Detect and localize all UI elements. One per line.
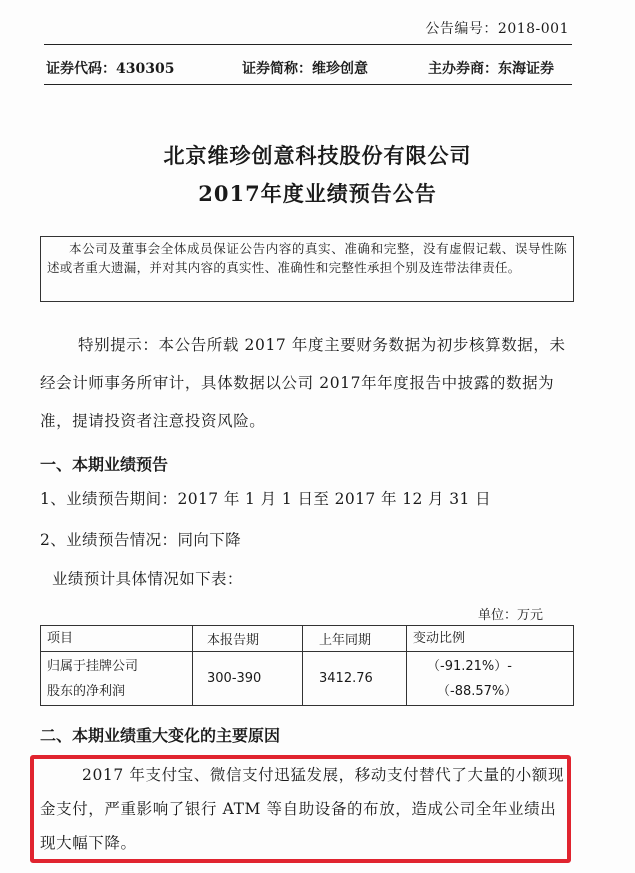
document-title: 2017年度业绩预告公告	[198, 181, 437, 206]
sponsor-broker: 主办券商：东海证券	[428, 61, 554, 77]
section2-heading: 二、本期业绩重大变化的主要原因	[40, 726, 281, 745]
col-header-change: 变动比例	[407, 626, 574, 652]
col-header-current: 本报告期	[193, 626, 303, 652]
company-title: 北京维珍创意科技股份有限公司	[163, 143, 472, 168]
reason-paragraph: 2017 年支付宝、微信支付迅猛发展，移动支付替代了大量的小额现金支付，严重影响了银行 ATM 等自助设备的布放，造成公司全年业绩出现大幅下降。	[40, 766, 565, 852]
table-header-row	[41, 626, 574, 652]
header-rule-bottom	[44, 84, 572, 85]
col-header-item: 项目	[41, 626, 193, 652]
table-row	[41, 652, 574, 706]
cell-item-line1: 归属于挂牌公司	[47, 658, 139, 674]
section1-heading: 一、本期业绩预告	[40, 455, 169, 474]
cell-change-line1: （-91.21%）-	[427, 658, 512, 674]
forecast-situation: 2、业绩预告情况：同向下降	[40, 531, 242, 549]
special-note: 特别提示：本公告所载 2017 年度主要财务数据为初步核算数据，未经会计师事务所审计，具体数据以公司 2017年年度报告中披露的数据为准，提请投资者注意投资风险。	[40, 336, 566, 430]
security-name: 证券简称：维珍创意	[242, 61, 368, 77]
announcement-number: 公告编号：2018-001	[425, 21, 569, 37]
header-rule-top	[44, 44, 572, 45]
cell-prior: 3412.76	[303, 652, 407, 706]
board-guarantee-notice: 本公司及董事会全体成员保证公告内容的真实、准确和完整，没有虚假记载、误导性陈述或者重大遗漏，并对其内容的真实性、准确性和完整性承担个别及连带法律责任。	[40, 236, 574, 302]
cell-item	[41, 652, 193, 706]
security-code: 证券代码：430305	[46, 61, 175, 77]
cell-change	[407, 652, 574, 706]
cell-change-line2: （-88.57%）	[437, 683, 518, 699]
col-header-prior: 上年同期	[303, 626, 407, 652]
forecast-period: 1、业绩预告期间：2017 年 1 月 1 日至 2017 年 12 月 31 日	[40, 490, 492, 508]
cell-current: 300-390	[193, 652, 303, 706]
forecast-table	[40, 625, 574, 706]
cell-item-line2: 股东的净利润	[47, 683, 126, 699]
table-intro: 业绩预计具体情况如下表：	[52, 570, 243, 588]
unit-label: 单位：万元	[477, 608, 543, 623]
